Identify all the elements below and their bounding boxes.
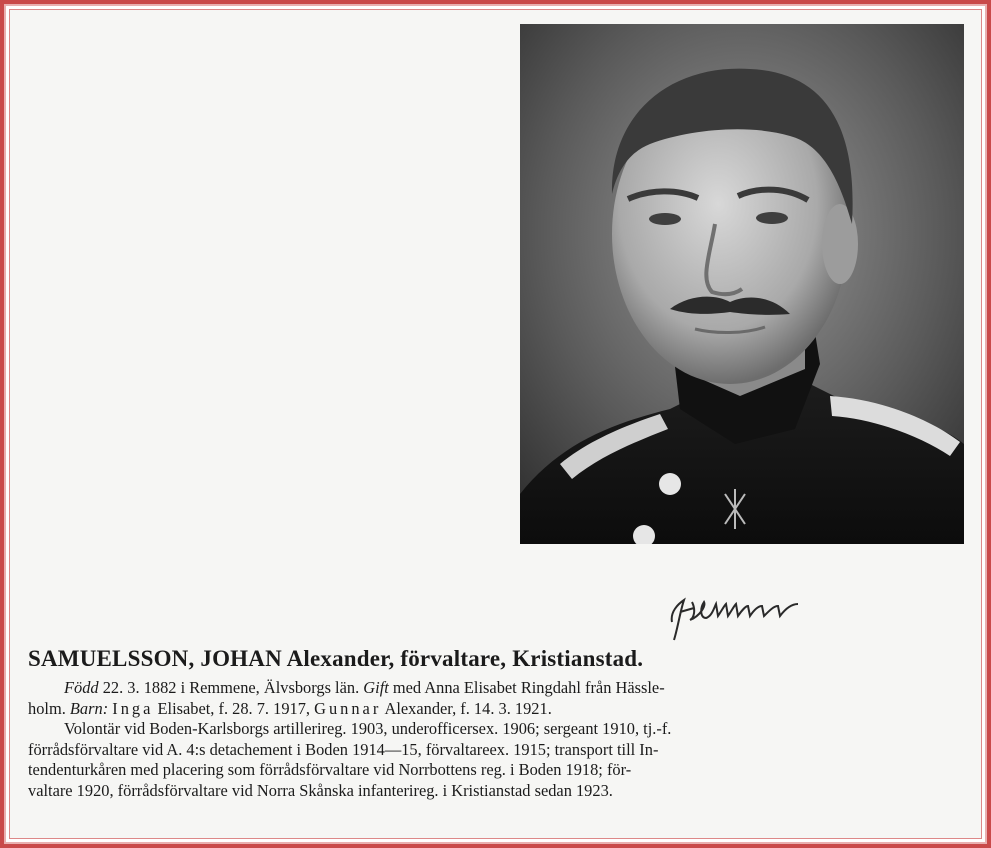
line2-start: holm.	[28, 698, 66, 718]
entry-line-2	[28, 699, 968, 720]
child2-text: Alexander, f. 14. 3. 1921.	[384, 698, 552, 718]
child2-name: Gunnar	[314, 698, 382, 718]
entry-heading-name: SAMUELSSON, JOHAN	[28, 646, 282, 671]
entry-line-1	[28, 678, 968, 699]
biography-entry	[28, 646, 968, 801]
born-text: 22. 3. 1882 i Remmene, Älvsborgs län.	[102, 678, 360, 697]
child1-name: Inga	[112, 698, 154, 718]
entry-heading-rest: Alexander, förvaltare, Kristianstad.	[286, 646, 644, 671]
portrait-image	[520, 24, 964, 544]
entry-line-5: tendenturkåren med placering som förrådsförvaltare vid Norrbottens reg. i Boden 1918; för-	[28, 760, 632, 779]
child1-text: Elisabet, f. 28. 7. 1917,	[157, 698, 311, 718]
born-label: Född	[64, 678, 99, 697]
entry-heading	[28, 646, 968, 672]
signature-image	[660, 582, 810, 642]
married-text: med Anna Elisabet Ringdahl från Hässle-	[392, 678, 665, 697]
entry-body	[28, 678, 968, 801]
entry-line-4: förrådsförvaltare vid A. 4:s detachement i Boden 1914—15, förvaltareex. 1915; transport till In-	[28, 739, 659, 759]
document-page	[10, 10, 981, 838]
signature	[660, 582, 810, 642]
entry-line-6: valtare 1920, förrådsförvaltare vid Norra Skånska infanterireg. i Kristianstad sedan 1923.	[28, 780, 613, 800]
entry-line-3: Volontär vid Boden-Karlsborgs artillerireg. 1903, underofficersex. 1906; sergeant 1910, tj.-f.	[64, 719, 672, 738]
married-label: Gift	[363, 678, 389, 697]
portrait-photo	[520, 24, 964, 544]
children-label: Barn:	[69, 698, 109, 718]
